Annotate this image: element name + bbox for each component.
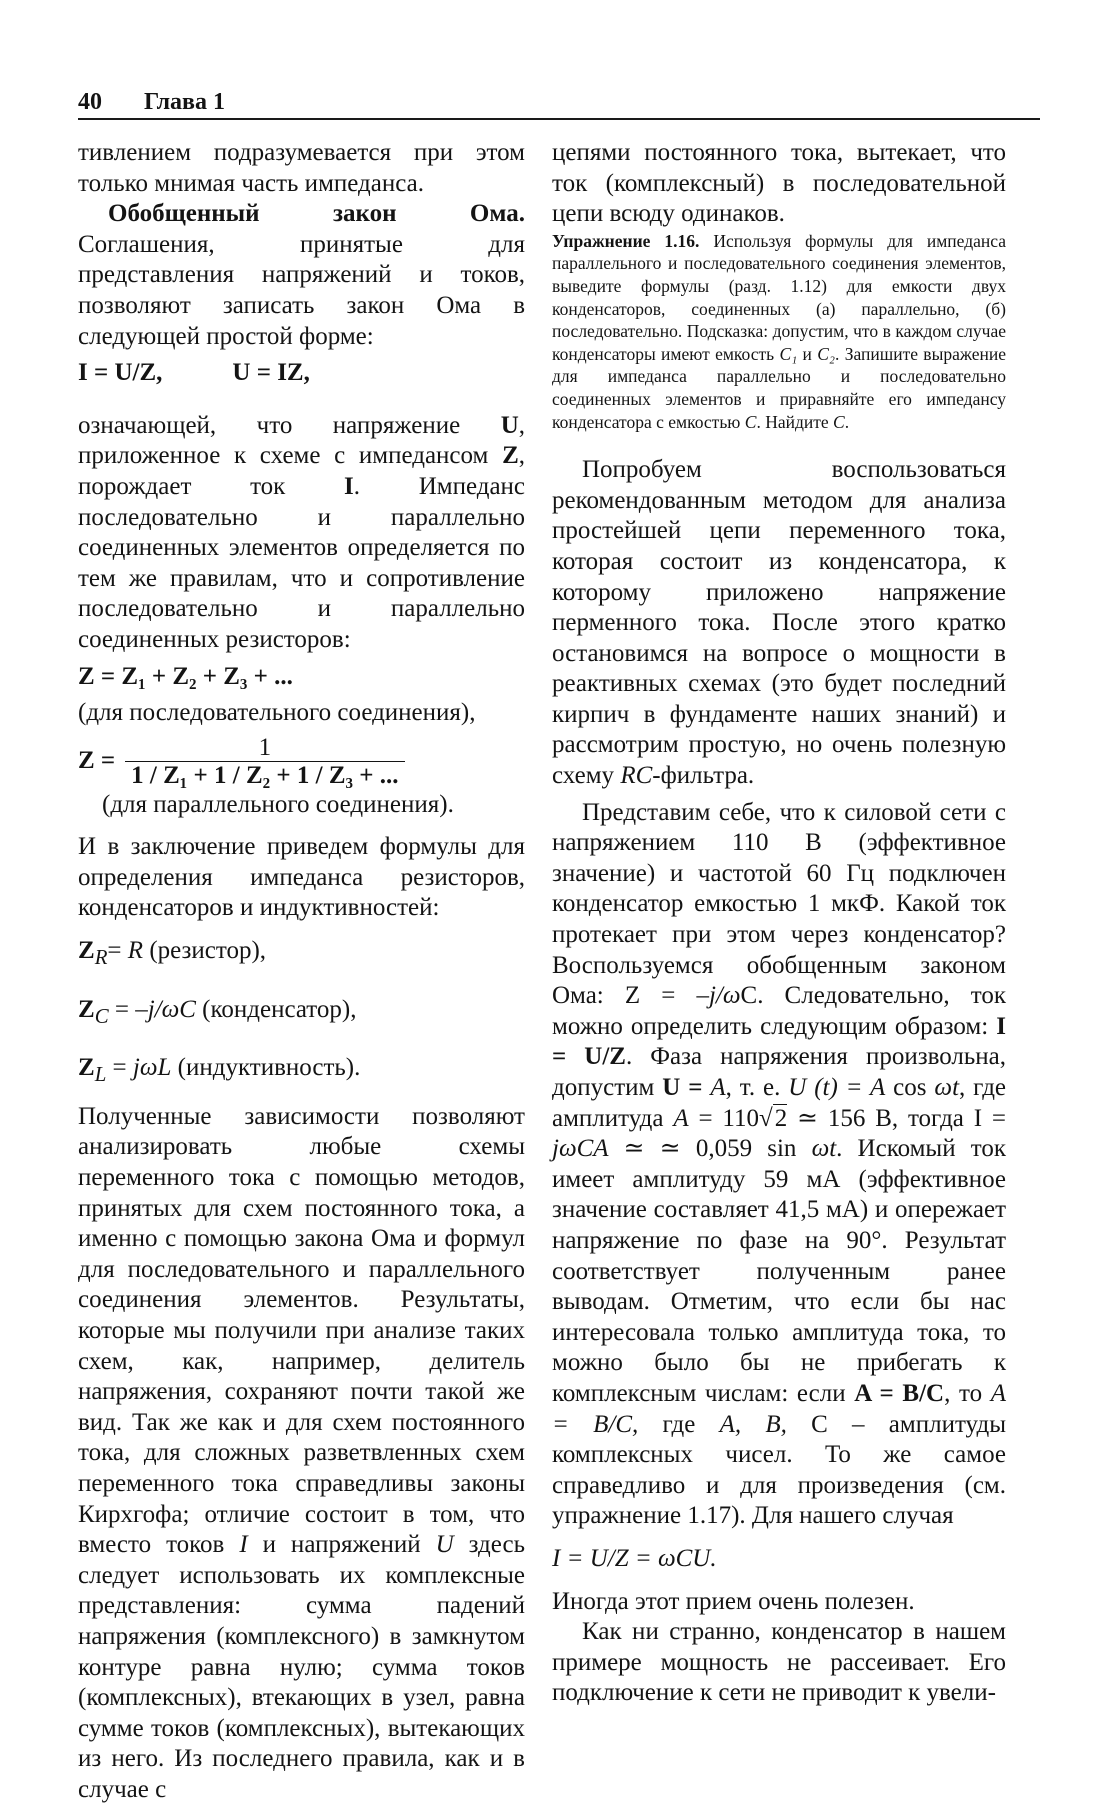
results-symbol-i: I [239, 1531, 248, 1559]
imagine-a2: A [673, 1104, 689, 1132]
imagine-text-4: , т. е. [725, 1074, 789, 1101]
zr-equals: = [107, 937, 128, 965]
imagine-text-12: где [638, 1410, 720, 1438]
imagine-a1: A [710, 1074, 726, 1101]
try-rc: RC [620, 762, 653, 790]
exercise-and: и [797, 343, 818, 364]
zl-note: (индуктивность). [171, 1054, 361, 1082]
paragraph-continued-right: цепями постоянного тока, вытекает, что ток (комплексный) в последовательной цепи всюду одинаков. [552, 139, 1006, 228]
header-rule [78, 118, 1040, 120]
formula-zr [78, 936, 525, 973]
ohm-law-body: Соглашения, принятые для представления напряжений и токов, позволяют записать закон Ома в следующей простой форме: [78, 230, 525, 350]
imagine-ut: U (t) = A [788, 1074, 886, 1101]
imagine-text-5: cos [885, 1074, 935, 1101]
paragraph-final-formulas: И в заключение приведем формулы для определения импеданса резисторов, конденсаторов и индуктивностей: [78, 833, 525, 922]
formula-current: I = U/Z = ωCU. [552, 1544, 717, 1572]
zc-value: j/ωC [147, 995, 196, 1023]
imagine-u-equals: U = [662, 1074, 711, 1101]
exercise-end: . [844, 411, 850, 432]
zl-equals: = [106, 1054, 133, 1082]
zr-symbol: Z [78, 937, 95, 965]
page-number: 40 [78, 89, 102, 115]
chapter-title: Глава 1 [144, 89, 225, 115]
zl-value: jωL [132, 1054, 172, 1082]
exercise-c1: C₁ [779, 343, 798, 364]
exercise-text-3: . Найдите [756, 411, 834, 432]
paragraph-useful: Иногда этот прием очень полезен. [552, 1587, 915, 1615]
imagine-text-6: , где амплитуда [552, 1074, 1007, 1132]
zr-value: R [127, 937, 144, 965]
paragraph-continued: тивлением подразумевается при этом только мнимая часть импеданса. [78, 139, 525, 197]
imagine-jwca: jωCA [552, 1135, 609, 1163]
formula-parallel [78, 735, 525, 790]
right-column [552, 138, 1006, 1709]
left-column [78, 138, 525, 1806]
meaning-text-3: , порождает ток [78, 442, 525, 500]
try-text-2: -фильтра. [652, 762, 755, 790]
try-text-1: Попробуем воспользоваться рекомендованным методом для анализа простейшей цепи переменного тока, которая состоит из конденсатора, к которому приложено напряжение перменного тока. После этого кратко остановимся на вопросе о мощности в реактивных схемах (это будет последний кирпич в фундаменте наших знаний) и рассмотрим простую, но очень полезную схему [552, 456, 1006, 790]
imagine-sqrt-sign: √ [758, 1104, 773, 1132]
imagine-text-3: . Фаза напряжения произвольна, допустим [552, 1043, 1007, 1101]
results-text-2: и напряжений [247, 1531, 436, 1559]
imagine-text-8: ≃ 156 В, тогда I = [787, 1104, 1006, 1132]
zc-symbol: Z [78, 995, 95, 1023]
formula-ohm-voltage: U = IZ, [232, 359, 310, 387]
formula-series: Z = Z₁ + Z₂ + Z₃ + ... [78, 662, 293, 690]
imagine-text-2: C. Следовательно, ток можно определить следующим образом: [552, 982, 1006, 1040]
exercise-c-end: C [833, 411, 845, 432]
meaning-symbol-u: U [500, 411, 519, 439]
imagine-text-1: Представим себе, что к силовой сети с напряжением 110 В (эффективное значение) и частотой 60 Гц подключен конденсатор емкостью 1 мкФ. Какой ток протекает при этом через конденсатор? Воспользуемся обобщенным законом Ома: Z = – [552, 798, 1006, 1010]
exercise-c: C [744, 411, 757, 432]
ohm-law-heading: Обобщенный закон Ома. [108, 200, 525, 228]
paragraph-meaning [78, 411, 525, 656]
results-symbol-u: U [435, 1531, 454, 1559]
zc-note: (конденсатор), [195, 995, 357, 1023]
meaning-text-1: означающей, что напряжение [78, 411, 501, 439]
zl-subscript: L [94, 1062, 107, 1087]
imagine-jwc: j/ω [708, 982, 741, 1010]
paragraph-ohm-law [78, 199, 525, 352]
imagine-ab: A, B, [719, 1410, 787, 1438]
fraction-numerator: 1 [258, 733, 272, 761]
imagine-text-10: . Искомый ток имеет амплитуду 59 мА (эффективное значение составляет 41,5 мА) и опережает напряжение по фазе на 90°. Результат соответствует полученным ранее выводам. Отметим, что если бы нас интересовала только амплитуда тока, то можно было бы не прибегать к комплексным числам: если [552, 1135, 1006, 1407]
imagine-text-9: ≃ ≃ 0,059 sin [608, 1135, 812, 1163]
imagine-sqrt-two: 2 [774, 1104, 788, 1132]
imagine-text-13: C – амплитуды комплексных чисел. То же самое справедливо и для произведения (см. упражнение 1.17). Для нашего случая [552, 1410, 1006, 1530]
imagine-text-11: , то [944, 1379, 991, 1407]
zr-subscript: R [94, 945, 108, 970]
meaning-symbol-z: Z [502, 442, 519, 470]
imagine-wt: ωt [934, 1074, 960, 1101]
formula-ohm-current: I = U/Z, [78, 359, 163, 387]
note-parallel: (для параллельного соединения). [102, 790, 454, 818]
zc-subscript: C [94, 1003, 109, 1028]
imagine-iuz: I = U/Z [552, 1012, 1006, 1071]
exercise-text-2: . Запишите выражение для импеданса параллельно и последовательно соединенных элементов и приравняйте его импедансу конденсатора с емкостью [552, 343, 1006, 432]
imagine-wt2: ωt [811, 1135, 837, 1163]
paragraph-imagine [552, 798, 1006, 1532]
formula-zc [78, 995, 525, 1032]
paragraph-strange: Как ни странно, конденсатор в нашем примере мощность не рассеивает. Его подключение к сети не приводит к увели- [552, 1618, 1006, 1707]
imagine-abc: A = B/C [854, 1379, 945, 1407]
exercise-c2: C₂ [817, 343, 835, 364]
note-series: (для последовательного соединения), [78, 699, 476, 727]
exercise-text-1: Используя формулы для импеданса параллельного и последовательного соединения элементов, выведите формулы (разд. 1.12) для емкости двух конденсаторов, соединенных (а) параллельно, (б) последовательно. Подсказка: допустим, что в каждом случае конденсаторы имеют емкость [552, 230, 1006, 364]
formula-zl [78, 1053, 525, 1090]
formula-ohm [78, 358, 525, 389]
meaning-text-2: , приложенное к схеме с импедансом [78, 411, 525, 470]
meaning-symbol-i: I [344, 472, 354, 500]
results-text-1: Полученные зависимости позволяют анализировать любые схемы переменного тока с помощью методов, принятых для схем постоянного тока, а именно с помощью закона Ома и формул для последовательного и параллельного соединения элементов. Результаты, которые мы получили при анализе таких схем, как, например, делитель напряжения, сохраняют почти такой же вид. Так же как и для схем постоянного тока, для сложных разветвленных схем переменного тока справедливы законы Кирхгофа; отличие состоит в том, что вместо токов [78, 1102, 525, 1559]
exercise-label: Упражнение 1.16. [552, 230, 700, 251]
formula-parallel-fraction [125, 735, 404, 790]
imagine-text-7: = 110 [688, 1104, 759, 1132]
zr-note: (резистор), [143, 937, 267, 965]
meaning-text-4: . Импеданс последовательно и параллельно соединенных элементов определяется по тем же правилам, что и сопротивление последовательно и параллельно соединенных резисторов: [78, 472, 526, 653]
formula-parallel-lhs: Z = [78, 746, 116, 774]
zl-symbol: Z [78, 1054, 95, 1082]
paragraph-try [552, 455, 1006, 792]
exercise-1-16 [552, 230, 1006, 433]
results-text-3: здесь следует использовать их комплексные представления: сумма падений напряжения (комплексного) в замкнутом контуре равна нулю; сумма токов (комплексных), втекающих в узел, равна сумме токов (комплексных), вытекающих из него. Из последнего правила, как и в случае с [78, 1531, 525, 1803]
zc-equals: = – [108, 995, 148, 1023]
fraction-denominator: 1 / Z₁ + 1 / Z₂ + 1 / Z₃ + ... [125, 761, 404, 790]
paragraph-results [78, 1102, 525, 1806]
imagine-abc2: A = B/C, [552, 1379, 1006, 1438]
running-header [78, 88, 1040, 116]
